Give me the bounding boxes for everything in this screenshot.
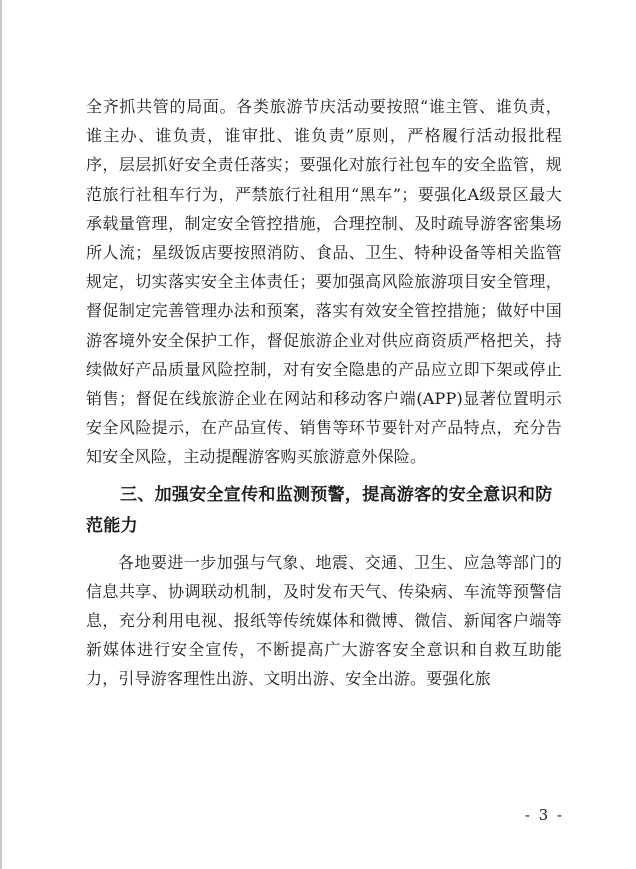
body-paragraph: 全齐抓共管的局面。各类旅游节庆活动要按照“谁主管、谁负责，谁主办、谁负责，谁审批、谁负责”原则，严格履行活动报批程序，层层抓好安全责任落实；要强化对旅行社包车的安全监管，规范旅行社租车行为，严禁旅行社租用“黑车”；要强化A级景区最大承载量管理，制定安全管控措施，合理控制、及时疏导游客密集场所人流；星级饭店要按照消防、食品、卫生、特种设备等相关监管规定，切实落实安全主体责任；要加强高风险旅游项目安全管理，督促制定完善管理办法和预案，落实有效安全管控措施；做好中国游客境外安全保护工作，督促旅游企业对供应商资质严格把关，持续做好产品质量风险控制，对有安全隐患的产品应立即下架或停止销售；督促在线旅游企业在网站和移动客户端(APP)显著位置明示安全风险提示，在产品宣传、销售等环节要针对产品特点，充分告知安全风险，主动提醒游客购买旅游意外保险。 xyxy=(86,97,562,467)
page-number: - 3 - xyxy=(524,806,564,824)
document-body xyxy=(86,92,562,694)
body-paragraph: 各地要进一步加强与气象、地震、交通、卫生、应急等部门的信息共享、协调联动机制，及时发布天气、传染病、车流等预警信息，充分利用电视、报纸等传统媒体和微博、微信、新闻客户端等新媒体进行安全宣传，不断提高广大游客安全意识和自救互助能力，引导游客理性出游、文明出游、安全出游。要强化旅 xyxy=(86,552,562,689)
section-heading: 三、加强安全宣传和监测预警，提高游客的安全意识和防范能力 xyxy=(86,484,553,536)
page-left-edge xyxy=(0,0,2,869)
